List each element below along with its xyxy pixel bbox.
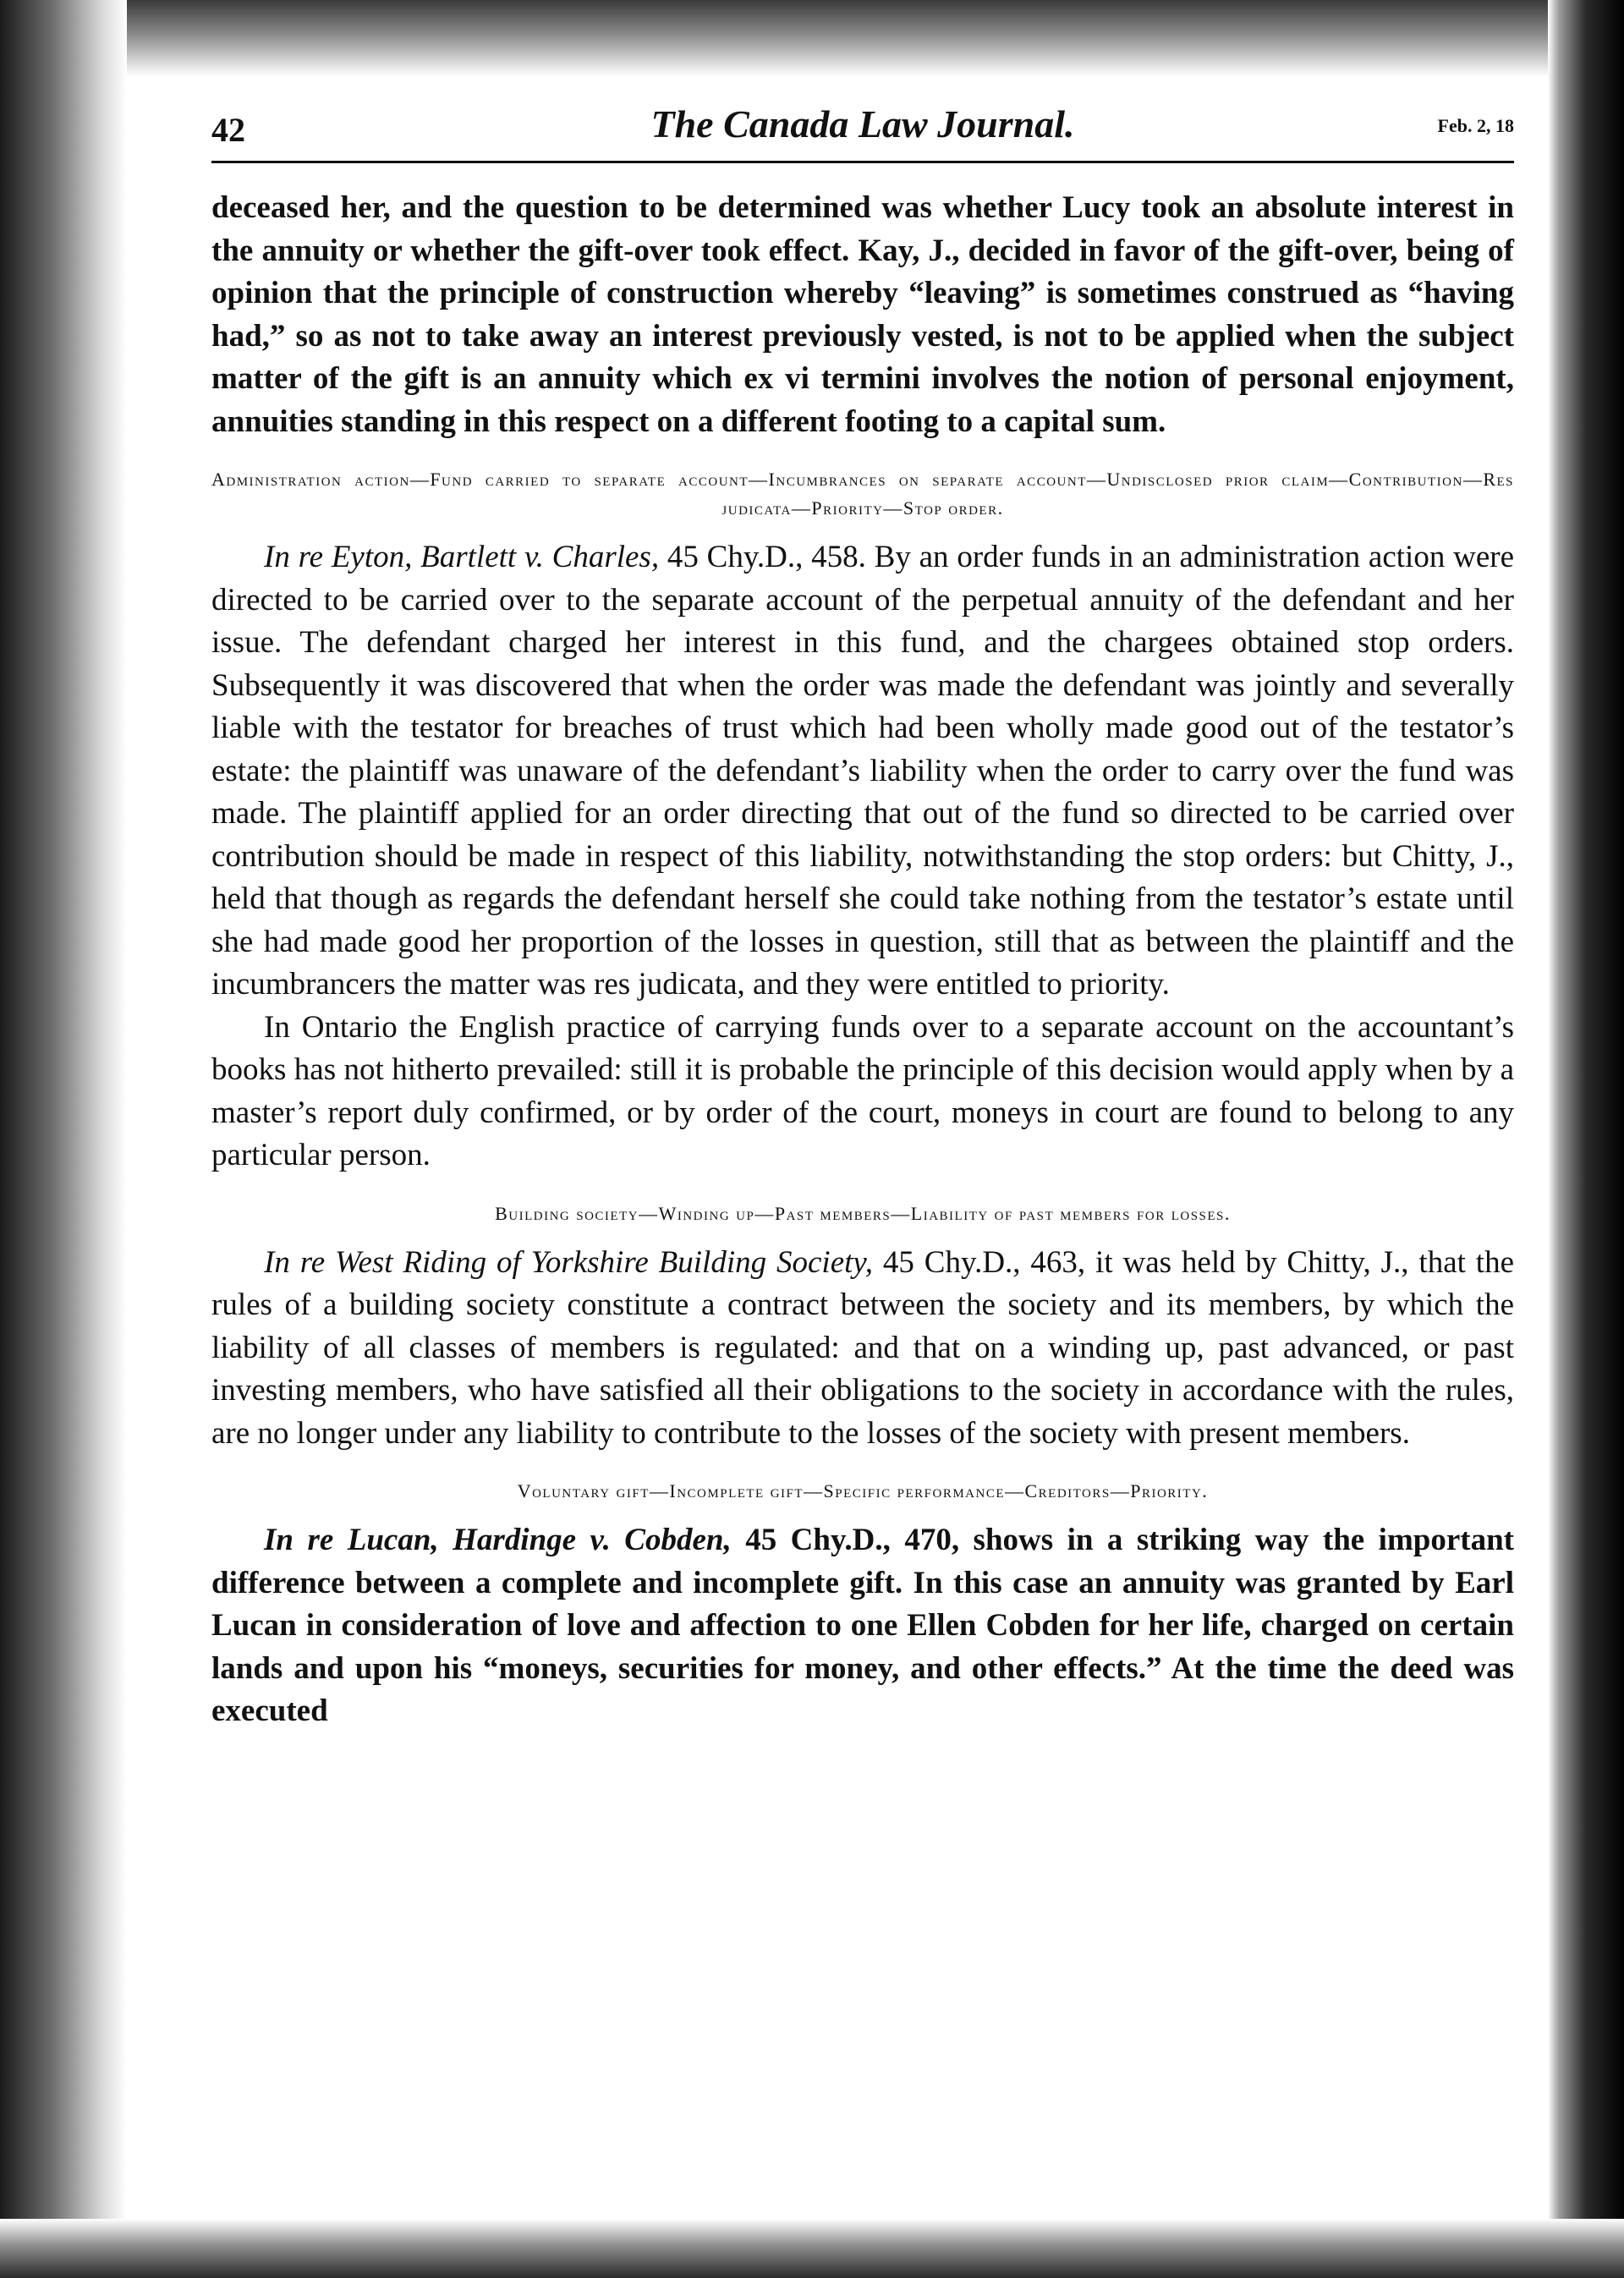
article-body: [211, 187, 1514, 1733]
paragraph-west-riding-text: 45 Chy.D., 463, it was held by Chitty, J., that the rules of a building society constitute a contract between the society and its members, by which the liability of all classes of members is regulated: and that on a winding up, past advanced, or past investing members, who have satisfied all their obligations to the society in accordance with the rules, are no longer under any liability to contribute to the losses of the society with present members.: [211, 1244, 1514, 1451]
issue-date: Feb. 2, 18: [1437, 115, 1514, 136]
section-heading-voluntary-gift: Voluntary gift—Incomplete gift—Specific performance—Creditors—Priority.: [517, 1480, 1209, 1501]
scan-edge-left: [0, 0, 127, 2278]
journal-title: The Canada Law Journal.: [650, 102, 1075, 145]
case-name-lucan: In re Lucan, Hardinge v. Cobden,: [264, 1523, 732, 1557]
page-number: 42: [211, 111, 245, 149]
paragraph-lucan-text: 45 Chy.D., 470, shows in a striking way the important difference between a complete and incomplete gift. In this case an annuity was granted by Earl Lucan in consideration of love and affection to one Ellen Cobden for her life, charged on certain lands and upon his “moneys, securities for money, and other effects.” At the time the deed was executed: [211, 1523, 1514, 1728]
paragraph-lucy-annuity: deceased her, and the question to be determined was whether Lucy took an absolute interest in the annuity or whether the gift-over took effect. Kay, J., decided in favor of the gift-over, being of opinion that the principle of construction whereby “leaving” is sometimes construed as “having had,” so as not to take away an interest previously vested, is not to be applied when the subject matter of the gift is an annuity which ex vi termini involves the notion of personal enjoyment, annuities standing in this respect on a different footing to a capital sum.: [211, 190, 1514, 439]
section-heading-building-society: Building society—Winding up—Past members—Liability of past members for losses.: [495, 1202, 1231, 1224]
paragraph-eyton: [211, 536, 1514, 1007]
scan-edge-top: [0, 0, 1624, 76]
paragraph-ontario-practice: In Ontario the English practice of carrying funds over to a separate account on the accountant’s books has not hitherto prevailed: still it is probable the principle of this decision would apply when by a master’s report duly confirmed, or by order of the court, moneys in court are found to belong to any particular person.: [211, 1009, 1514, 1172]
paragraph-lucan: [211, 1519, 1514, 1733]
paragraph-eyton-text: 45 Chy.D., 458. By an order funds in an administration action were directed to be carried over to the separate account of the perpetual annuity of the defendant and her issue. The defendant charged her interest in this fund, and the chargees obtained stop orders. Subsequently it was discovered that when the order was made the defendant was jointly and severally liable with the testator for breaches of trust which had been wholly made good out of the testator’s estate: the plaintiff was unaware of the defendant’s liability when the order to carry over the fund was made. The plaintiff applied for an order directing that out of the fund so directed to be carried over contribution should be made in respect of this liability, notwithstanding the stop orders: but Chitty, J., held that though as regards the defendant herself she could take nothing from the testator’s estate until she had made good her proportion of the losses in question, still that as between the plaintiff and the incumbrancers the matter was res judicata, and they were entitled to priority.: [211, 540, 1514, 1002]
case-name-eyton: In re Eyton, Bartlett v. Charles,: [264, 540, 660, 574]
page-header: [211, 102, 1514, 163]
case-name-west-riding: In re West Riding of Yorkshire Building Society,: [264, 1244, 874, 1280]
scan-edge-bottom: [0, 2219, 1624, 2278]
section-heading-administration: Administration action—Fund carried to separate account—Incumbrances on separate account—Undisclosed prior claim—Contribution—Res judicata—Priority—Stop order.: [211, 469, 1514, 519]
journal-page: [211, 102, 1514, 1733]
paragraph-west-riding: [211, 1242, 1514, 1456]
scan-edge-right: [1548, 0, 1624, 2278]
